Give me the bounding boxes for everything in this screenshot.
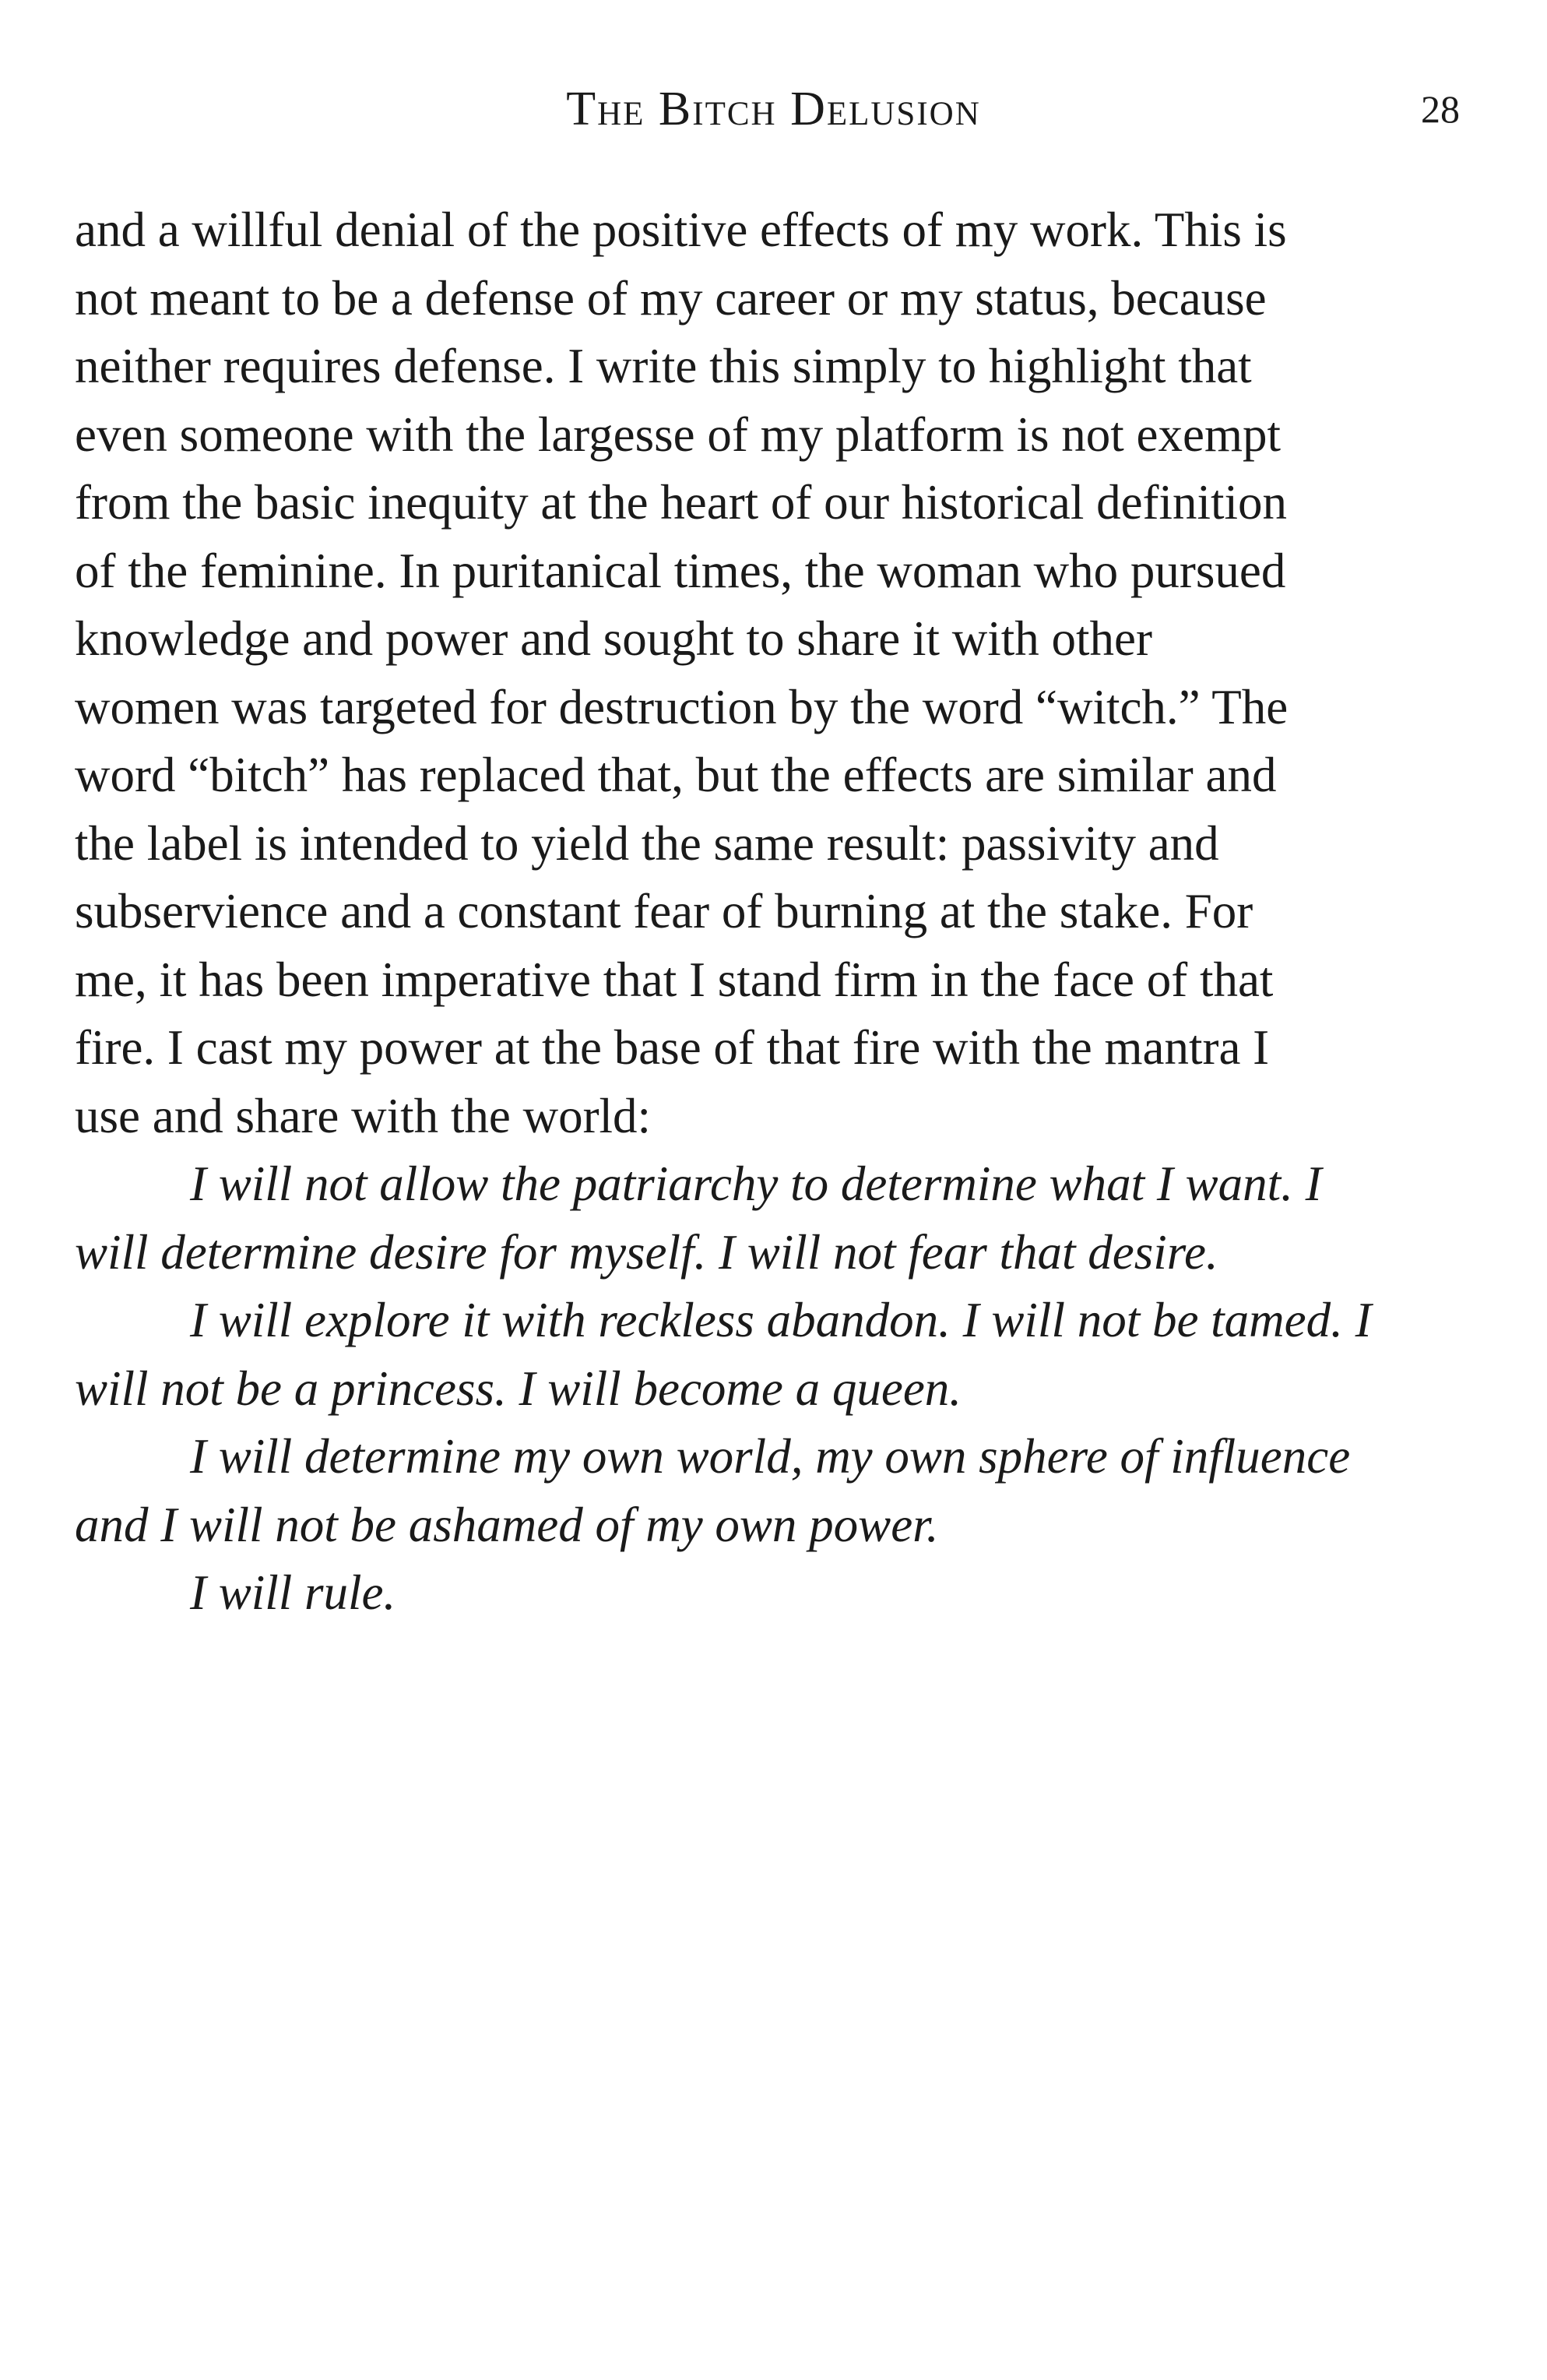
mantra-line: I will determine my own world, my own sphere of influence: [190, 1429, 1351, 1484]
text-line: neither requires defense. I write this simply to highlight that: [75, 339, 1252, 393]
mantra-line: will not be a princess. I will become a queen.: [75, 1361, 962, 1416]
text-line: me, it has been imperative that I stand firm in the face of that: [75, 952, 1274, 1007]
text-line: fire. I cast my power at the base of that fire with the mantra I: [75, 1020, 1270, 1075]
mantra-line: I will not allow the patriarchy to determine what I want. I: [190, 1157, 1322, 1211]
mantra-line: will determine desire for myself. I will not fear that desire.: [75, 1224, 1218, 1280]
text-line: even someone with the largesse of my platform is not exempt: [75, 407, 1281, 462]
body-text: [75, 196, 1484, 1628]
text-line: word “bitch” has replaced that, but the effects are similar and: [75, 748, 1277, 802]
mantra-line: and I will not be ashamed of my own power.: [75, 1497, 939, 1552]
text-line: the label is intended to yield the same result: passivity and: [75, 815, 1219, 871]
mantra-stanza: [75, 1287, 1484, 1423]
body-paragraph: [75, 196, 1484, 1150]
text-line: subservience and a constant fear of burning at the stake. For: [75, 884, 1253, 938]
mantra-line: I will rule.: [190, 1565, 396, 1620]
mantra-stanza: [75, 1559, 1484, 1628]
text-line: women was targeted for destruction by the word “witch.” The: [75, 679, 1289, 734]
text-line: knowledge and power and sought to share it with other: [75, 611, 1152, 666]
mantra-line: I will explore it with reckless abandon. I will not be tamed. I: [190, 1293, 1372, 1347]
text-line: not meant to be a defense of my career or my status, because: [75, 270, 1267, 326]
page-number: 28: [1421, 87, 1460, 131]
mantra-stanza: [75, 1423, 1484, 1559]
text-line: from the basic inequity at the heart of our historical definition: [75, 475, 1288, 530]
running-title: The Bitch Delusion: [566, 83, 981, 136]
mantra-stanza: [75, 1150, 1484, 1287]
text-line: of the feminine. In puritanical times, the woman who pursued: [75, 543, 1286, 598]
text-line: use and share with the world:: [75, 1088, 652, 1143]
running-head: [0, 78, 1547, 140]
text-line: and a willful denial of the positive effects of my work. This is: [75, 202, 1287, 257]
